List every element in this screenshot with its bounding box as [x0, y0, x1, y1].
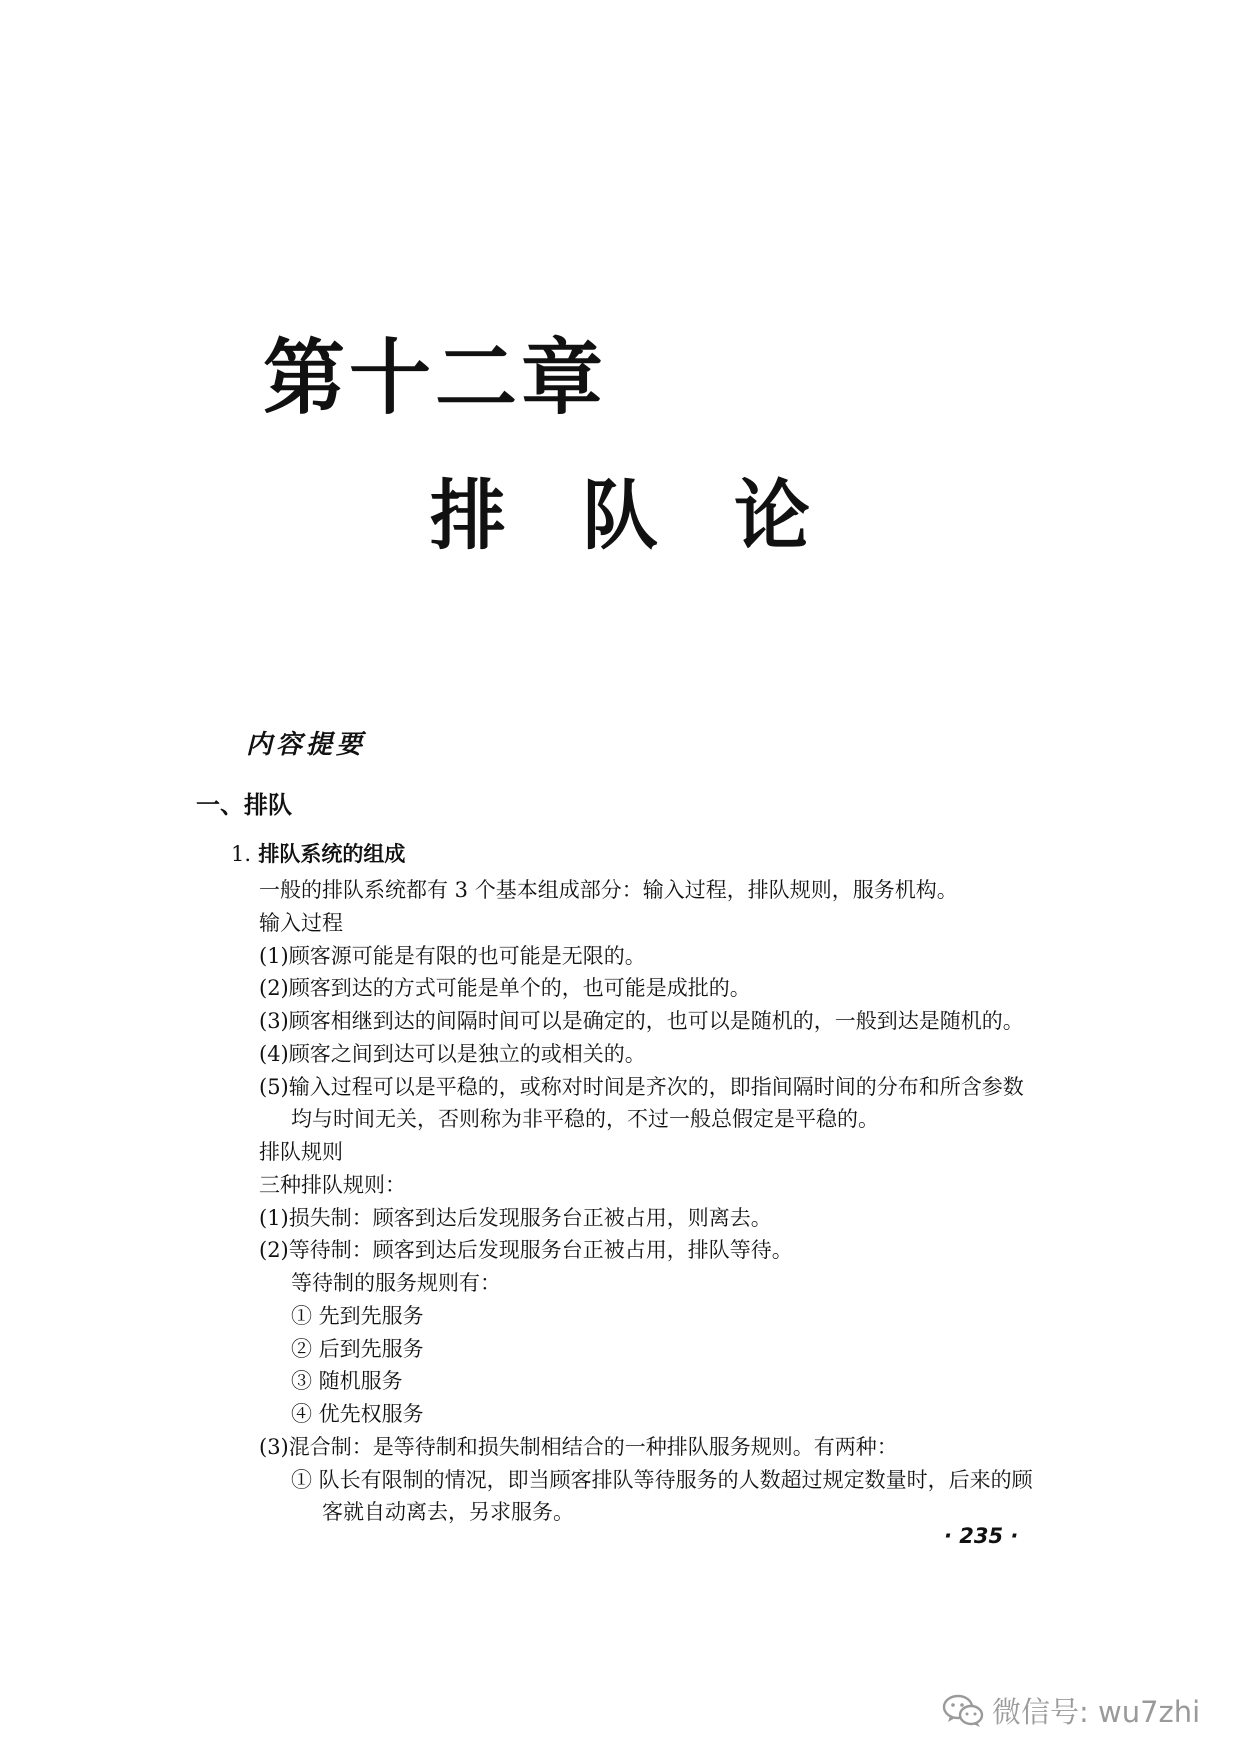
chapter-title: 第十二章: [263, 331, 608, 426]
list-item: ① 先到先服务: [291, 1304, 424, 1328]
wechat-icon: [942, 1693, 984, 1729]
body-line: 均与时间无关，否则称为非平稳的，不过一般总假定是平稳的。: [291, 1107, 879, 1131]
summary-heading: 内容提要: [246, 730, 367, 760]
list-item: ① 队长有限制的情况，即当顾客排队等待服务的人数超过规定数量时，后来的顾: [291, 1468, 1033, 1492]
list-item: ③ 随机服务: [291, 1369, 403, 1393]
subsection-title: 排队系统的组成: [258, 842, 406, 866]
page-number: · 235 ·: [944, 1524, 1019, 1548]
watermark-text: 微信号: wu7zhi: [992, 1695, 1201, 1729]
watermark: [942, 1690, 1200, 1731]
body-line: (3)顾客相继到达的间隔时间可以是确定的，也可以是随机的，一般到达是随机的。: [259, 1009, 1024, 1033]
list-item: ② 后到先服务: [291, 1337, 424, 1361]
body-line: (2)顾客到达的方式可能是单个的，也可能是成批的。: [259, 976, 751, 1000]
subsection-number: 1.: [231, 842, 252, 866]
body-line: 排队规则: [259, 1140, 343, 1164]
body-line: (5)输入过程可以是平稳的，或称对时间是齐次的，即指间隔时间的分布和所含参数: [259, 1075, 1024, 1099]
body-line: 等待制的服务规则有：: [291, 1271, 501, 1295]
body-line: (1)顾客源可能是有限的也可能是无限的。: [259, 944, 646, 968]
body-line: 一般的排队系统都有 3 个基本组成部分：输入过程，排队规则，服务机构。: [259, 878, 958, 902]
body-line: (4)顾客之间到达可以是独立的或相关的。: [259, 1042, 646, 1066]
body-line: 三种排队规则：: [259, 1173, 406, 1197]
body-line: 输入过程: [259, 911, 343, 935]
list-item: ④ 优先权服务: [291, 1402, 424, 1426]
section-heading: 一、排队: [196, 791, 292, 819]
body-line: (2)等待制：顾客到达后发现服务台正被占用，排队等待。: [259, 1238, 793, 1262]
subsection-heading: [231, 838, 405, 868]
chapter-subtitle: 排 队 论: [430, 471, 810, 560]
body-line: (3)混合制：是等待制和损失制相结合的一种排队服务规则。有两种：: [259, 1435, 898, 1459]
body-line: (1)损失制：顾客到达后发现服务台正被占用，则离去。: [259, 1206, 772, 1230]
body-line: 客就自动离去，另求服务。: [322, 1500, 574, 1524]
